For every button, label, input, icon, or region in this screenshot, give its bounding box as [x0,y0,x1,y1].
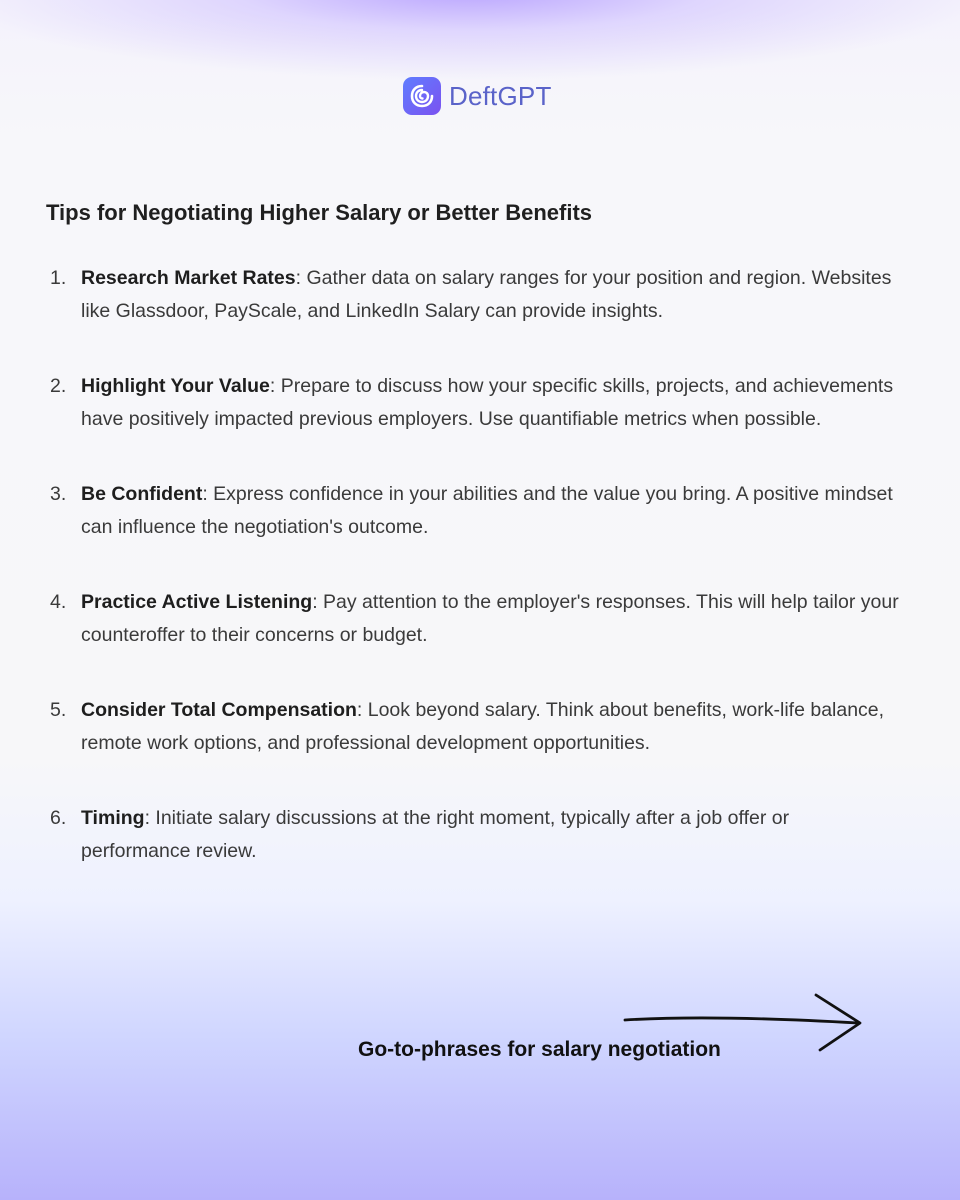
list-item-number: 1. [50,267,67,289]
list-item [50,802,900,867]
deftgpt-swirl-icon [403,77,441,115]
list-item-heading: Practice Active Listening [81,591,313,613]
list-item [50,586,900,651]
list-item [50,694,900,759]
list-item-text: : Express confidence in your abilities and the value you bring. A positive mindset can influence the negotiation's outcome. [81,483,893,538]
list-item [50,478,900,543]
list-item-number: 4. [50,591,67,613]
brand-logo [403,76,552,116]
list-item-heading: Highlight Your Value [81,375,270,397]
list-item-number: 6. [50,807,67,829]
list-item-text: : Initiate salary discussions at the right moment, typically after a job offer or performance review. [81,807,790,862]
list-item-text: : Prepare to discuss how your specific skills, projects, and achievements have positively impacted previous employers. Use quantifiable metrics when possible. [81,375,894,430]
list-item-heading: Be Confident [81,483,203,505]
list-item-heading: Timing [81,807,145,829]
list-item-text: : Gather data on salary ranges for your position and region. Websites like Glassdoor, PayScale, and LinkedIn Salary can provide insights. [81,267,892,322]
list-item-number: 5. [50,699,67,721]
tips-list [50,262,900,910]
list-item [50,370,900,435]
list-item-number: 2. [50,375,67,397]
list-item-heading: Research Market Rates [81,267,296,289]
list-item [50,262,900,327]
list-item-heading: Consider Total Compensation [81,699,357,721]
list-item-text: : Pay attention to the employer's responses. This will help tailor your counteroffer to their concerns or budget. [81,591,899,646]
list-item-number: 3. [50,483,67,505]
brand-name: DeftGPT [449,80,552,111]
list-item-text: : Look beyond salary. Think about benefits, work-life balance, remote work options, and professional development opportunities. [81,699,885,754]
next-slide-caption: Go-to-phrases for salary negotiation [358,1038,721,1061]
page-title: Tips for Negotiating Higher Salary or Better Benefits [46,200,593,225]
